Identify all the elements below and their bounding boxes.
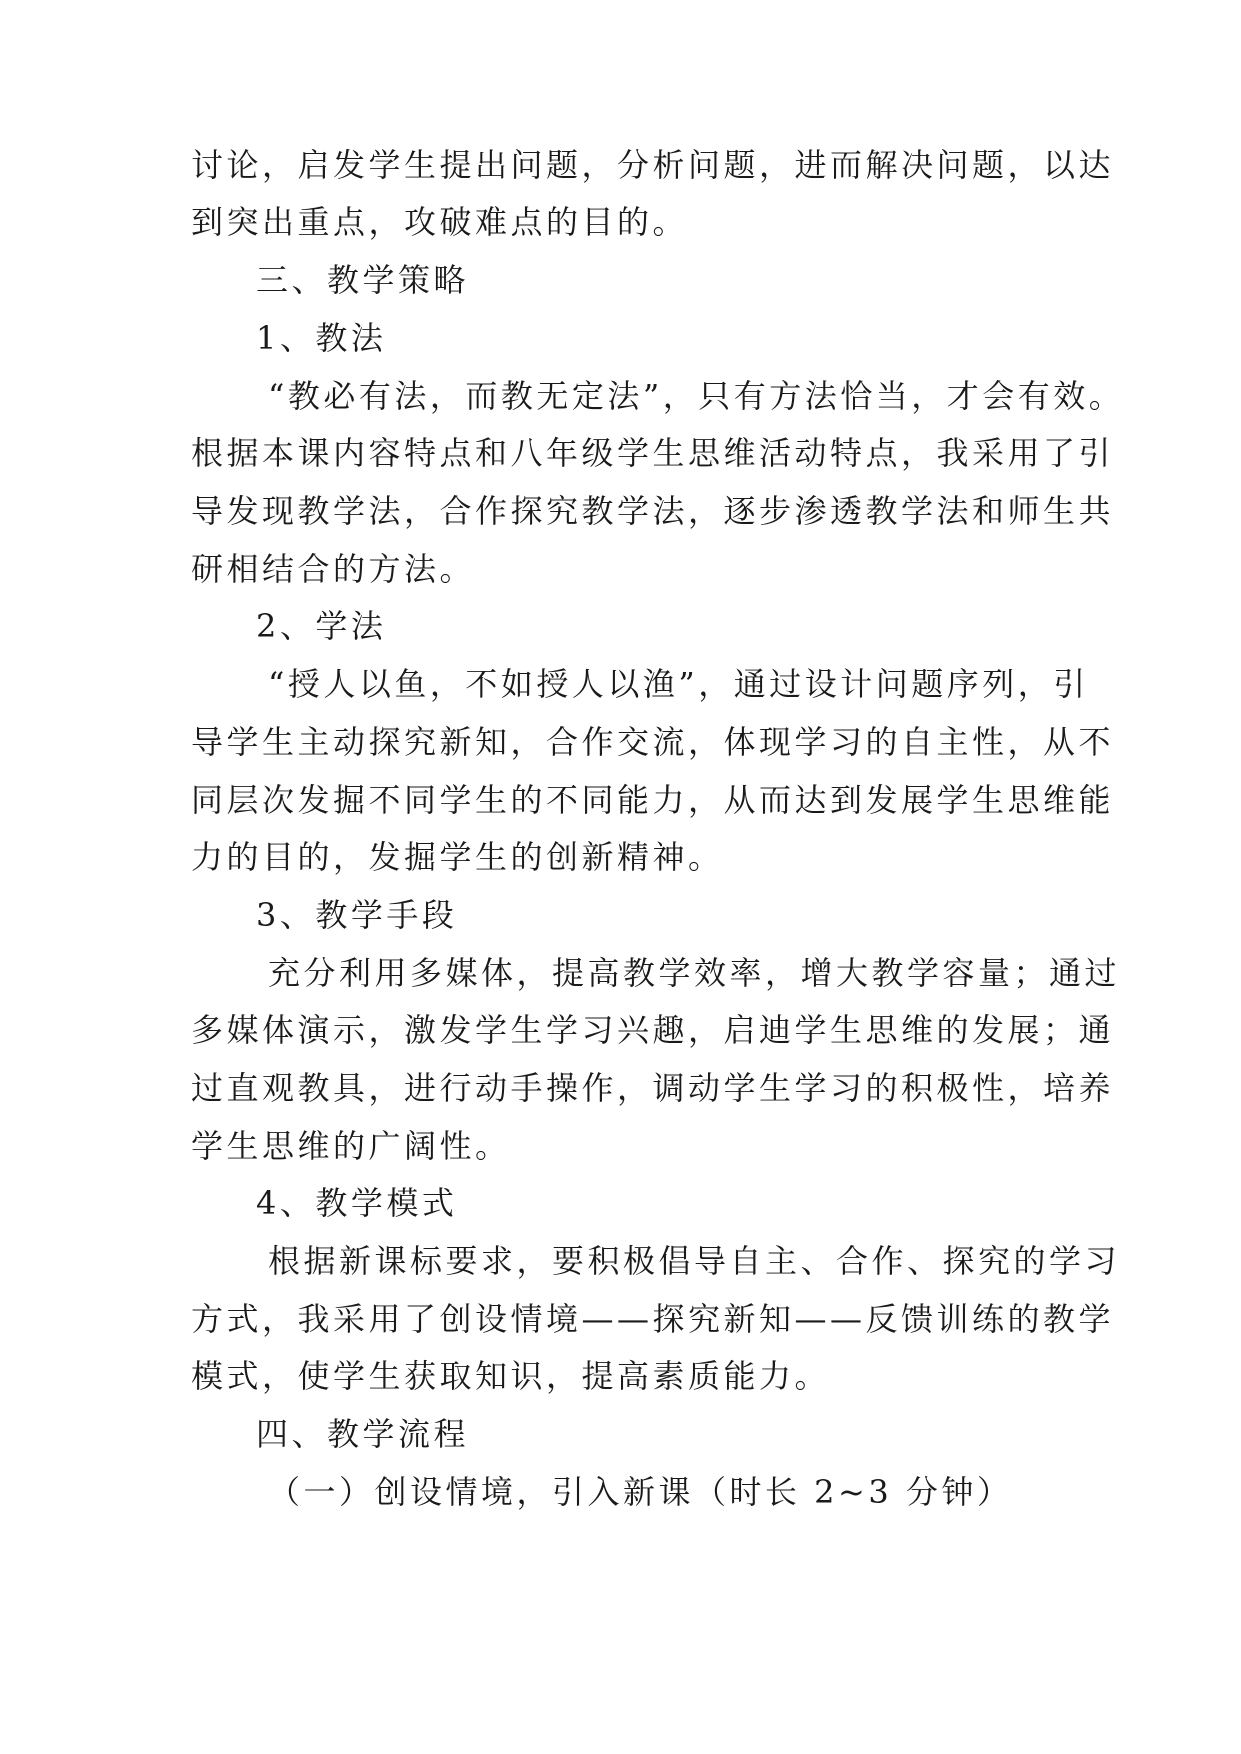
paragraph-line: 到突出重点，攻破难点的目的。 bbox=[191, 203, 689, 241]
paragraph-line: 学生思维的广阔性。 bbox=[191, 1127, 511, 1165]
paragraph-line: 研相结合的方法。 bbox=[191, 550, 476, 588]
paragraph-line: 同层次发掘不同学生的不同能力，从而达到发展学生思维能 bbox=[191, 781, 1115, 819]
paragraph-line: 根据新课标要求，要积极倡导自主、合作、探究的学习 bbox=[268, 1242, 1121, 1280]
subsection-heading: （一）创设情境，引入新课（时长 2~3 分钟） bbox=[268, 1473, 1013, 1511]
paragraph-line: 模式，使学生获取知识，提高素质能力。 bbox=[191, 1357, 831, 1395]
paragraph-line: 根据本课内容特点和八年级学生思维活动特点，我采用了引 bbox=[191, 434, 1115, 472]
subsection-heading: 4、教学模式 bbox=[256, 1184, 458, 1222]
paragraph-line: 力的目的，发掘学生的创新精神。 bbox=[191, 838, 724, 876]
paragraph-line: 导发现教学法，合作探究教学法，逐步渗透教学法和师生共 bbox=[191, 492, 1115, 530]
subsection-heading: 1、教法 bbox=[256, 319, 387, 357]
section-heading: 四、教学流程 bbox=[256, 1415, 470, 1453]
section-heading: 三、教学策略 bbox=[256, 261, 470, 299]
subsection-heading: 2、学法 bbox=[256, 607, 387, 645]
paragraph-line: “教必有法，而教无定法”，只有方法恰当，才会有效。 bbox=[268, 377, 1125, 415]
subsection-heading: 3、教学手段 bbox=[256, 896, 458, 934]
paragraph-line: 讨论，启发学生提出问题，分析问题，进而解决问题，以达 bbox=[191, 146, 1115, 184]
paragraph-line: “授人以鱼，不如授人以渔”，通过设计问题序列，引 bbox=[268, 665, 1089, 703]
paragraph-line: 充分利用多媒体，提高教学效率，增大教学容量；通过 bbox=[268, 954, 1121, 992]
paragraph-line: 多媒体演示，激发学生学习兴趣，启迪学生思维的发展；通 bbox=[191, 1011, 1115, 1049]
paragraph-line: 导学生主动探究新知，合作交流，体现学习的自主性，从不 bbox=[191, 723, 1115, 761]
paragraph-line: 过直观教具，进行动手操作，调动学生学习的积极性，培养 bbox=[191, 1069, 1115, 1107]
paragraph-line: 方式，我采用了创设情境——探究新知——反馈训练的教学 bbox=[191, 1300, 1115, 1338]
